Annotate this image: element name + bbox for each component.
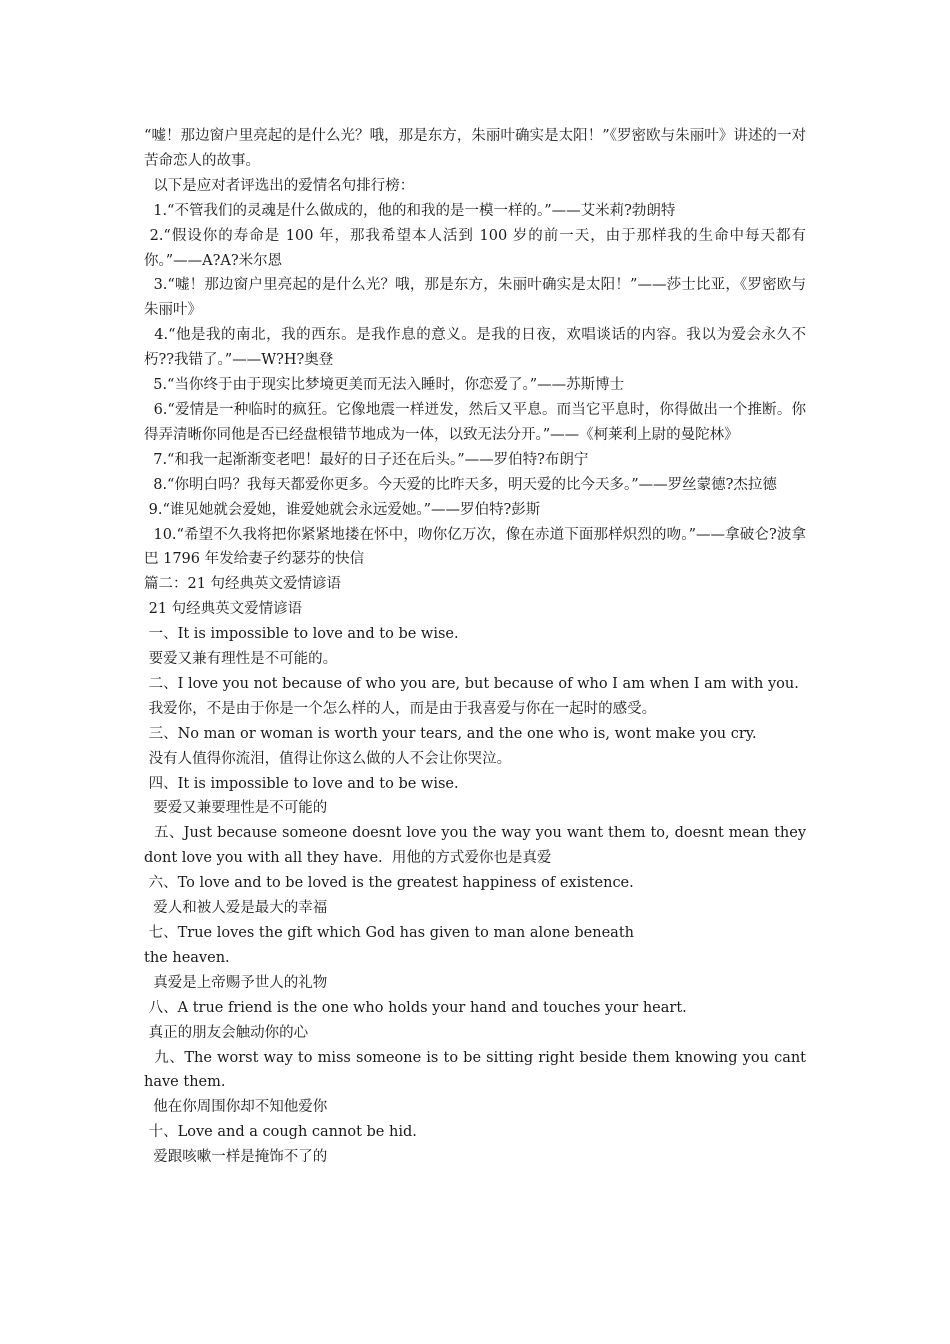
proverb-4-chinese: 要爱又兼要理性是不可能的: [144, 800, 328, 817]
paragraph-ranking-heading: 以下是应对者评选出的爱情名句排行榜：: [144, 177, 415, 194]
proverb-2-english: 二、I love you not because of who you are, but because of who I am when I am with you.: [144, 675, 799, 692]
document-body: [144, 124, 811, 1170]
proverb-4-english: 四、It is impossible to love and to be wise.: [144, 775, 459, 792]
proverb-8-english: 八、A true friend is the one who holds your hand and touches your heart.: [144, 999, 687, 1016]
quote-item-6: 6.“爱情是一种临时的疯狂。它像地震一样迸发，然后又平息。而当它平息时，你得做出一个推断。你得弄清晰你同他是否已经盘根错节地成为一体，以致无法分开。”——《柯莱利上尉的曼陀林》: [144, 401, 806, 443]
quote-item-4: 4.“他是我的南北，我的西东。是我作息的意义。是我的日夜，欢唱谈话的内容。我以为爱会永久不朽??我错了。”——W?H?奥登: [144, 327, 807, 369]
proverb-5: 五、Just because someone doesnt love you the way you want them to, doesnt mean they dont love you with all they have. 用他的方式爱你也是真爱: [144, 825, 811, 867]
proverb-7-chinese: 真爱是上帝赐予世人的礼物: [144, 974, 328, 991]
quote-item-10: 10.“希望不久我将把你紧紧地搂在怀中，吻你亿万次，像在赤道下面那样炽烈的吻。”——拿破仑?波拿巴 1796 年发给妻子约瑟芬的快信: [144, 526, 807, 568]
quote-item-5: 5.“当你终于由于现实比梦境更美而无法入睡时，你恋爱了。”——苏斯博士: [144, 377, 625, 394]
proverb-1-english: 一、It is impossible to love and to be wise.: [144, 626, 459, 643]
quote-item-7: 7.“和我一起渐渐变老吧！最好的日子还在后头。”——罗伯特?布朗宁: [144, 451, 589, 468]
proverb-7-english: 七、True loves the gift which God has given to man alone beneath: [144, 925, 634, 941]
quote-item-8: 8.“你明白吗？我每天都爱你更多。今天爱的比昨天多，明天爱的比今天多。”——罗丝蒙德?杰拉德: [144, 476, 777, 493]
proverb-9-english: 九、The worst way to miss someone is to be sitting right beside them knowing you cant have them.: [144, 1049, 811, 1091]
section-two-subtitle: 21 句经典英文爱情谚语: [144, 601, 303, 618]
proverb-8-chinese: 真正的朋友会触动你的心: [144, 1024, 309, 1041]
proverb-1-chinese: 要爱又兼有理性是不可能的。: [144, 651, 338, 668]
proverb-10-chinese: 爱跟咳嗽一样是掩饰不了的: [144, 1149, 328, 1166]
quote-item-1: 1.“不管我们的灵魂是什么做成的，他的和我的是一模一样的。”——艾米莉?勃朗特: [144, 202, 676, 219]
proverb-6-chinese: 爱人和被人爱是最大的幸福: [144, 900, 328, 917]
paragraph-intro: “嘘！那边窗户里亮起的是什么光？哦，那是东方，朱丽叶确实是太阳！”《罗密欧与朱丽叶》讲述的一对苦命恋人的故事。: [144, 128, 806, 169]
proverb-3-english: 三、No man or woman is worth your tears, and the one who is, wont make you cry.: [144, 725, 757, 742]
proverb-10-english: 十、Love and a cough cannot be hid.: [144, 1124, 417, 1141]
section-two-heading: 篇二：21 句经典英文爱情谚语: [144, 576, 342, 593]
proverb-6-english: 六、To love and to be loved is the greatest happiness of existence.: [144, 875, 634, 892]
proverb-9-chinese: 他在你周围你却不知他爱你: [144, 1099, 328, 1116]
proverb-3-chinese: 没有人值得你流泪，值得让你这么做的人不会让你哭泣。: [144, 750, 512, 767]
proverb-7-english-cont: the heaven.: [144, 949, 230, 966]
proverb-2-chinese: 我爱你，不是由于你是一个怎么样的人，而是由于我喜爱与你在一起时的感受。: [144, 700, 657, 717]
quote-item-3: 3.“嘘！那边窗户里亮起的是什么光？哦，那是东方，朱丽叶确实是太阳！”——莎士比亚，《罗密欧与朱丽叶》: [144, 277, 806, 319]
quote-item-2: 2.“假设你的寿命是 100 年，那我希望本人活到 100 岁的前一天，由于那样我的生命中每天都有你。”——A?A?米尔恩: [144, 227, 806, 269]
quote-item-9: 9.“谁见她就会爱她，谁爱她就会永远爱她。”——罗伯特?彭斯: [144, 501, 541, 518]
